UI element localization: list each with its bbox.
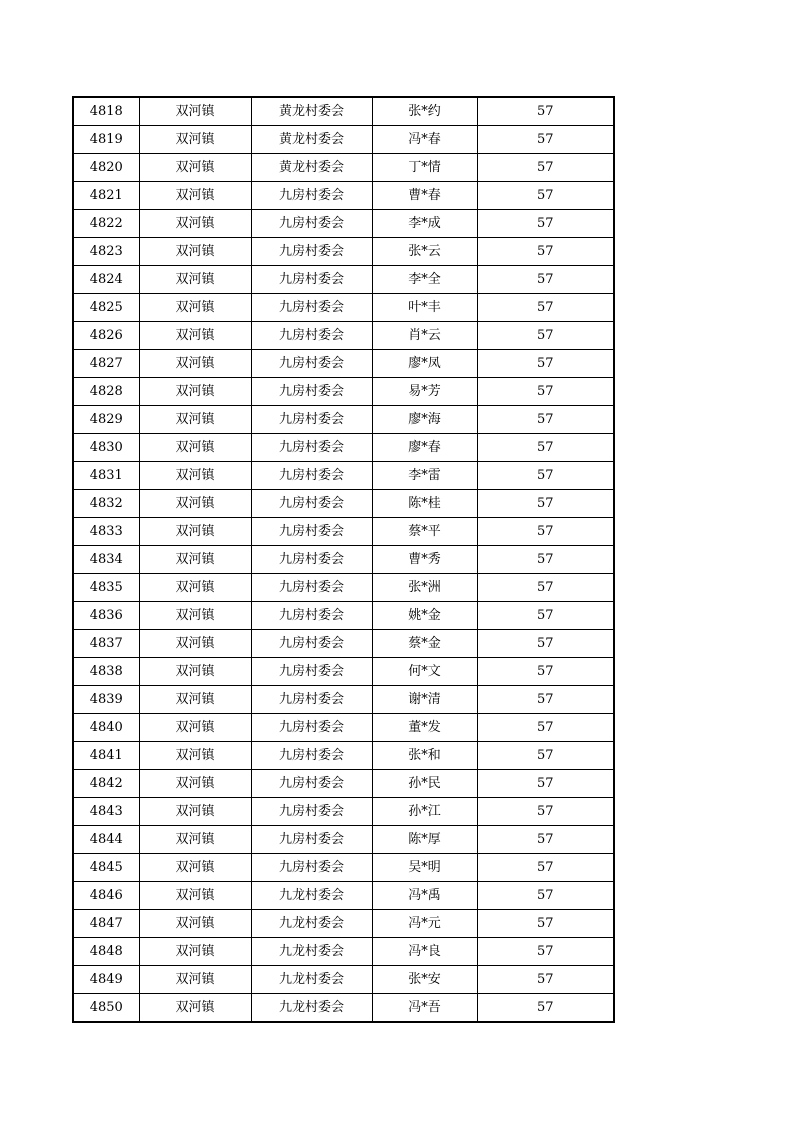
- town-cell: 双河镇: [139, 434, 251, 462]
- serial-number-cell: 4825: [73, 294, 139, 322]
- amount-cell: 57: [477, 742, 614, 770]
- table-row: [73, 658, 614, 686]
- name-cell: 冯*春: [372, 126, 477, 154]
- table-row: [73, 714, 614, 742]
- serial-number-cell: 4832: [73, 490, 139, 518]
- amount-cell: 57: [477, 798, 614, 826]
- town-cell: 双河镇: [139, 686, 251, 714]
- village-committee-cell: 九房村委会: [251, 826, 372, 854]
- amount-cell: 57: [477, 182, 614, 210]
- amount-cell: 57: [477, 97, 614, 126]
- table-row: [73, 266, 614, 294]
- serial-number-cell: 4831: [73, 462, 139, 490]
- serial-number-cell: 4820: [73, 154, 139, 182]
- village-committee-cell: 九龙村委会: [251, 882, 372, 910]
- village-committee-cell: 九房村委会: [251, 854, 372, 882]
- village-committee-cell: 九龙村委会: [251, 910, 372, 938]
- town-cell: 双河镇: [139, 854, 251, 882]
- amount-cell: 57: [477, 994, 614, 1023]
- name-cell: 曹*春: [372, 182, 477, 210]
- data-table: [72, 96, 615, 1023]
- name-cell: 董*发: [372, 714, 477, 742]
- table-row: [73, 602, 614, 630]
- name-cell: 冯*良: [372, 938, 477, 966]
- village-committee-cell: 九房村委会: [251, 322, 372, 350]
- name-cell: 冯*吾: [372, 994, 477, 1023]
- name-cell: 何*文: [372, 658, 477, 686]
- name-cell: 孙*江: [372, 798, 477, 826]
- name-cell: 冯*元: [372, 910, 477, 938]
- village-committee-cell: 九房村委会: [251, 294, 372, 322]
- amount-cell: 57: [477, 882, 614, 910]
- table-row: [73, 210, 614, 238]
- town-cell: 双河镇: [139, 154, 251, 182]
- serial-number-cell: 4823: [73, 238, 139, 266]
- serial-number-cell: 4850: [73, 994, 139, 1023]
- amount-cell: 57: [477, 406, 614, 434]
- village-committee-cell: 九龙村委会: [251, 966, 372, 994]
- village-committee-cell: 九房村委会: [251, 462, 372, 490]
- amount-cell: 57: [477, 462, 614, 490]
- amount-cell: 57: [477, 658, 614, 686]
- village-committee-cell: 九房村委会: [251, 742, 372, 770]
- town-cell: 双河镇: [139, 630, 251, 658]
- village-committee-cell: 九房村委会: [251, 546, 372, 574]
- table-row: [73, 406, 614, 434]
- town-cell: 双河镇: [139, 322, 251, 350]
- serial-number-cell: 4830: [73, 434, 139, 462]
- serial-number-cell: 4821: [73, 182, 139, 210]
- amount-cell: 57: [477, 266, 614, 294]
- name-cell: 易*芳: [372, 378, 477, 406]
- table-row: [73, 882, 614, 910]
- serial-number-cell: 4849: [73, 966, 139, 994]
- village-committee-cell: 九房村委会: [251, 434, 372, 462]
- serial-number-cell: 4833: [73, 518, 139, 546]
- serial-number-cell: 4826: [73, 322, 139, 350]
- town-cell: 双河镇: [139, 378, 251, 406]
- town-cell: 双河镇: [139, 97, 251, 126]
- name-cell: 张*安: [372, 966, 477, 994]
- name-cell: 肖*云: [372, 322, 477, 350]
- village-committee-cell: 九房村委会: [251, 798, 372, 826]
- name-cell: 蔡*平: [372, 518, 477, 546]
- amount-cell: 57: [477, 434, 614, 462]
- name-cell: 廖*海: [372, 406, 477, 434]
- village-committee-cell: 九房村委会: [251, 238, 372, 266]
- name-cell: 廖*凤: [372, 350, 477, 378]
- amount-cell: 57: [477, 322, 614, 350]
- table-row: [73, 350, 614, 378]
- serial-number-cell: 4837: [73, 630, 139, 658]
- village-committee-cell: 九房村委会: [251, 406, 372, 434]
- village-committee-cell: 九房村委会: [251, 770, 372, 798]
- village-committee-cell: 九房村委会: [251, 266, 372, 294]
- village-committee-cell: 九房村委会: [251, 602, 372, 630]
- serial-number-cell: 4848: [73, 938, 139, 966]
- town-cell: 双河镇: [139, 546, 251, 574]
- amount-cell: 57: [477, 350, 614, 378]
- town-cell: 双河镇: [139, 658, 251, 686]
- table-row: [73, 994, 614, 1023]
- serial-number-cell: 4829: [73, 406, 139, 434]
- serial-number-cell: 4845: [73, 854, 139, 882]
- name-cell: 李*成: [372, 210, 477, 238]
- table-row: [73, 546, 614, 574]
- amount-cell: 57: [477, 490, 614, 518]
- table-row: [73, 294, 614, 322]
- village-committee-cell: 九房村委会: [251, 574, 372, 602]
- serial-number-cell: 4835: [73, 574, 139, 602]
- table-row: [73, 770, 614, 798]
- name-cell: 张*约: [372, 97, 477, 126]
- amount-cell: 57: [477, 154, 614, 182]
- serial-number-cell: 4844: [73, 826, 139, 854]
- name-cell: 谢*清: [372, 686, 477, 714]
- table-row: [73, 798, 614, 826]
- table-row: [73, 686, 614, 714]
- name-cell: 张*洲: [372, 574, 477, 602]
- town-cell: 双河镇: [139, 294, 251, 322]
- town-cell: 双河镇: [139, 994, 251, 1023]
- amount-cell: 57: [477, 854, 614, 882]
- village-committee-cell: 九房村委会: [251, 350, 372, 378]
- town-cell: 双河镇: [139, 798, 251, 826]
- town-cell: 双河镇: [139, 350, 251, 378]
- name-cell: 李*全: [372, 266, 477, 294]
- name-cell: 曹*秀: [372, 546, 477, 574]
- table-row: [73, 630, 614, 658]
- serial-number-cell: 4846: [73, 882, 139, 910]
- serial-number-cell: 4842: [73, 770, 139, 798]
- town-cell: 双河镇: [139, 126, 251, 154]
- amount-cell: 57: [477, 238, 614, 266]
- amount-cell: 57: [477, 770, 614, 798]
- name-cell: 李*雷: [372, 462, 477, 490]
- town-cell: 双河镇: [139, 742, 251, 770]
- serial-number-cell: 4840: [73, 714, 139, 742]
- table-body: [73, 97, 614, 1022]
- table-row: [73, 97, 614, 126]
- serial-number-cell: 4824: [73, 266, 139, 294]
- town-cell: 双河镇: [139, 210, 251, 238]
- village-committee-cell: 九房村委会: [251, 518, 372, 546]
- serial-number-cell: 4818: [73, 97, 139, 126]
- village-committee-cell: 九房村委会: [251, 686, 372, 714]
- name-cell: 孙*民: [372, 770, 477, 798]
- village-committee-cell: 九房村委会: [251, 490, 372, 518]
- amount-cell: 57: [477, 938, 614, 966]
- amount-cell: 57: [477, 126, 614, 154]
- table-row: [73, 378, 614, 406]
- town-cell: 双河镇: [139, 518, 251, 546]
- village-committee-cell: 九房村委会: [251, 714, 372, 742]
- serial-number-cell: 4827: [73, 350, 139, 378]
- table-row: [73, 126, 614, 154]
- serial-number-cell: 4819: [73, 126, 139, 154]
- town-cell: 双河镇: [139, 966, 251, 994]
- table-row: [73, 182, 614, 210]
- serial-number-cell: 4822: [73, 210, 139, 238]
- amount-cell: 57: [477, 826, 614, 854]
- amount-cell: 57: [477, 686, 614, 714]
- amount-cell: 57: [477, 546, 614, 574]
- table-row: [73, 854, 614, 882]
- name-cell: 丁*情: [372, 154, 477, 182]
- town-cell: 双河镇: [139, 266, 251, 294]
- name-cell: 姚*金: [372, 602, 477, 630]
- amount-cell: 57: [477, 210, 614, 238]
- town-cell: 双河镇: [139, 574, 251, 602]
- table-row: [73, 518, 614, 546]
- amount-cell: 57: [477, 518, 614, 546]
- serial-number-cell: 4834: [73, 546, 139, 574]
- village-committee-cell: 黄龙村委会: [251, 154, 372, 182]
- town-cell: 双河镇: [139, 882, 251, 910]
- serial-number-cell: 4839: [73, 686, 139, 714]
- village-committee-cell: 黄龙村委会: [251, 97, 372, 126]
- village-committee-cell: 九龙村委会: [251, 938, 372, 966]
- table-row: [73, 238, 614, 266]
- village-committee-cell: 九房村委会: [251, 658, 372, 686]
- table-row: [73, 966, 614, 994]
- table-row: [73, 462, 614, 490]
- table-row: [73, 938, 614, 966]
- name-cell: 张*和: [372, 742, 477, 770]
- name-cell: 陈*桂: [372, 490, 477, 518]
- amount-cell: 57: [477, 966, 614, 994]
- village-committee-cell: 九龙村委会: [251, 994, 372, 1023]
- town-cell: 双河镇: [139, 910, 251, 938]
- serial-number-cell: 4836: [73, 602, 139, 630]
- town-cell: 双河镇: [139, 602, 251, 630]
- amount-cell: 57: [477, 294, 614, 322]
- village-committee-cell: 黄龙村委会: [251, 126, 372, 154]
- serial-number-cell: 4847: [73, 910, 139, 938]
- table-row: [73, 490, 614, 518]
- table-row: [73, 826, 614, 854]
- village-committee-cell: 九房村委会: [251, 210, 372, 238]
- town-cell: 双河镇: [139, 182, 251, 210]
- name-cell: 张*云: [372, 238, 477, 266]
- town-cell: 双河镇: [139, 770, 251, 798]
- serial-number-cell: 4841: [73, 742, 139, 770]
- table-row: [73, 434, 614, 462]
- table-row: [73, 322, 614, 350]
- town-cell: 双河镇: [139, 238, 251, 266]
- village-committee-cell: 九房村委会: [251, 630, 372, 658]
- serial-number-cell: 4828: [73, 378, 139, 406]
- name-cell: 廖*春: [372, 434, 477, 462]
- table-row: [73, 910, 614, 938]
- amount-cell: 57: [477, 910, 614, 938]
- town-cell: 双河镇: [139, 826, 251, 854]
- town-cell: 双河镇: [139, 714, 251, 742]
- table-row: [73, 154, 614, 182]
- village-committee-cell: 九房村委会: [251, 378, 372, 406]
- town-cell: 双河镇: [139, 490, 251, 518]
- town-cell: 双河镇: [139, 406, 251, 434]
- amount-cell: 57: [477, 630, 614, 658]
- town-cell: 双河镇: [139, 462, 251, 490]
- table-row: [73, 574, 614, 602]
- table-row: [73, 742, 614, 770]
- name-cell: 叶*丰: [372, 294, 477, 322]
- amount-cell: 57: [477, 378, 614, 406]
- amount-cell: 57: [477, 574, 614, 602]
- name-cell: 吴*明: [372, 854, 477, 882]
- amount-cell: 57: [477, 602, 614, 630]
- town-cell: 双河镇: [139, 938, 251, 966]
- village-committee-cell: 九房村委会: [251, 182, 372, 210]
- amount-cell: 57: [477, 714, 614, 742]
- name-cell: 蔡*金: [372, 630, 477, 658]
- name-cell: 陈*厚: [372, 826, 477, 854]
- serial-number-cell: 4843: [73, 798, 139, 826]
- name-cell: 冯*禹: [372, 882, 477, 910]
- serial-number-cell: 4838: [73, 658, 139, 686]
